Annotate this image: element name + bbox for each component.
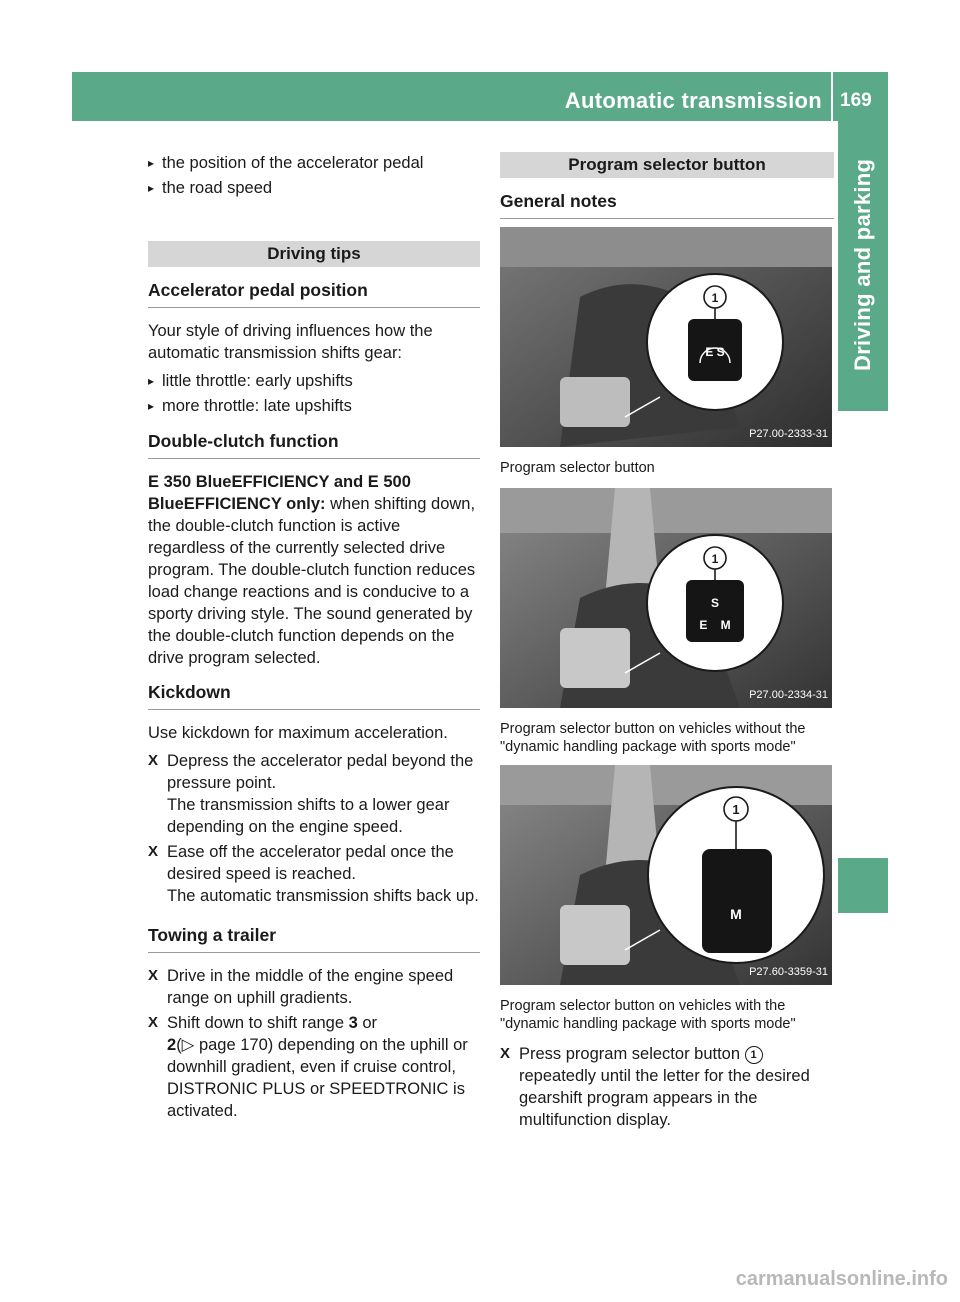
step-result: The transmission shifts to a lower gear depending on the engine speed. [167,796,450,836]
section-heading: General notes [500,190,834,219]
paragraph: Your style of driving influences how the automatic transmission shifts gear: [148,322,433,362]
step-result: The automatic transmission shifts back up. [167,887,479,905]
image-code: P27.60-3359-31 [749,966,828,978]
instruction-step: X Drive in the middle of the engine speed range on uphill gradients. [148,965,480,1009]
selector-photo [500,488,832,708]
section-heading: Double-clutch function [148,430,480,459]
paragraph-text: when shifting down, the double-clutch function is active regardless of the currently selected drive program. The double-clutch function reduces load change reactions and is conducive to a sporty driving style. The sound generated by the double-clutch function depends on the drive program selected. [148,495,476,667]
list-item: ▸ the position of the accelerator pedal [148,152,480,174]
page-reference[interactable]: (▷ page 170) depending on the uphill or downhill gradient, even if cruise control, DISTRONIC PLUS or SPEEDTRONIC is activated. [167,1036,468,1120]
image-caption: Program selector button on vehicles without the "dynamic handling package with sports mode" [500,721,806,755]
image-code: P27.00-2334-31 [749,689,828,701]
image-code: P27.00-2333-31 [749,428,828,440]
image-caption: Program selector button [500,460,655,476]
left-column [148,152,480,1125]
header-divider [831,72,833,121]
callout-number: 1 [732,802,740,817]
shift-range: 3 [348,1014,358,1032]
image-caption: Program selector button on vehicles with the "dynamic handling package with sports mode" [500,998,796,1032]
right-column [500,152,834,1134]
section-heading: Kickdown [148,681,480,710]
step-text: Press program selector button [519,1045,745,1063]
side-marker [838,858,888,913]
selector-photo [500,765,832,985]
chapter-title: Automatic transmission [564,88,822,113]
step-text: or [357,1014,378,1032]
section-banner: Program selector button [500,152,834,178]
selector-letters: M [730,906,742,922]
page-number: 169 [840,90,872,111]
side-tab-label: Driving and parking [850,158,875,372]
selector-letter-top: S [710,596,719,610]
list-item: ▸ little throttle: early upshifts [148,370,480,392]
callout-number: 1 [711,552,719,566]
step-text: Shift down to shift range [167,1014,349,1032]
paragraph [148,471,480,669]
instruction-step [148,1012,480,1122]
step-text: X Ease off the accelerator pedal once the desired speed is reached. [167,843,454,883]
step-text: repeatedly until the letter for the desired gearshift program appears in the multifunction display. [519,1067,810,1129]
step-text: X Depress the accelerator pedal beyond the pressure point. [167,752,474,792]
section-banner: Driving tips [148,241,480,267]
shift-range: 2 [167,1036,177,1054]
list-item: ▸ the road speed [148,177,480,199]
watermark: carmanualsonline.info [735,1268,948,1290]
callout-reference: 1 [745,1046,763,1064]
list-item: ▸ more throttle: late upshifts [148,395,480,417]
section-heading: Accelerator pedal position [148,279,480,308]
callout-number: 1 [711,291,719,305]
selector-photo [500,227,832,447]
instruction-step [148,750,480,838]
section-heading: Towing a trailer [148,924,480,953]
model-note: E 350 BlueEFFICIENCY and E 500 BlueEFFICIENCY only: [148,473,411,513]
paragraph: Use kickdown for maximum acceleration. [148,724,448,742]
instruction-step [148,841,480,907]
instruction-step [500,1043,834,1131]
selector-letters-bottom: E M [699,618,731,632]
selector-letters: E S [705,345,725,359]
